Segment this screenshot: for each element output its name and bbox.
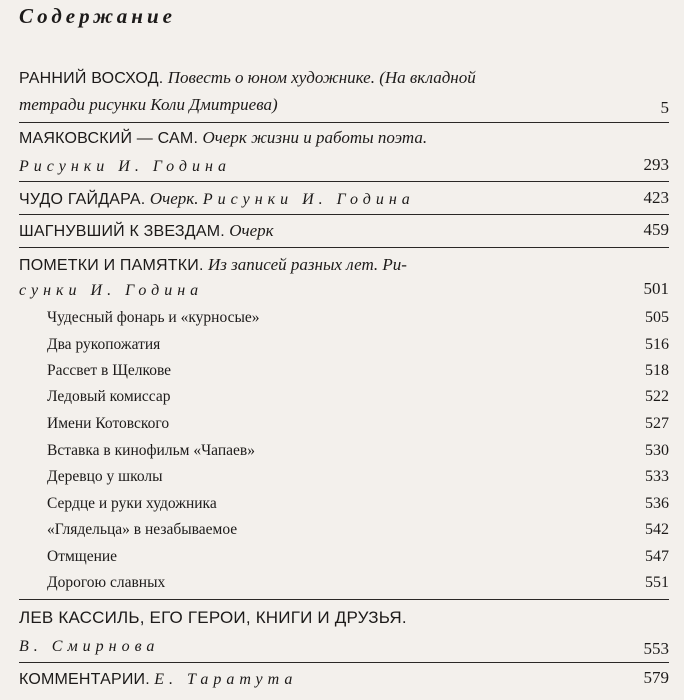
page-number: 293 bbox=[643, 155, 669, 174]
subentry-title: Сердце и руки художника bbox=[47, 495, 217, 512]
entry-title: РАННИЙ ВОСХОД. bbox=[19, 70, 164, 87]
page-number: 423 bbox=[643, 188, 669, 207]
subentry-title: Два рукопожатия bbox=[47, 336, 161, 353]
subentry-title: Деревцо у школы bbox=[47, 468, 163, 485]
toc-subentry bbox=[47, 335, 669, 355]
toc-entry-continuation bbox=[19, 93, 669, 115]
page-number: 505 bbox=[645, 309, 669, 326]
entry-title: ЧУДО ГАЙДАРА. bbox=[19, 191, 146, 208]
toc-entry-pometki bbox=[19, 253, 669, 275]
page-number: 547 bbox=[645, 548, 669, 565]
entry-subtitle: Очерк. bbox=[149, 189, 199, 208]
page-number: 579 bbox=[643, 668, 669, 687]
entry-subtitle: Повесть о юном художнике. (На вкладной bbox=[167, 68, 476, 87]
toc-subentry bbox=[47, 520, 669, 540]
toc-entry-continuation bbox=[19, 634, 669, 656]
subentry-title: Чудесный фонарь и «курносые» bbox=[47, 309, 260, 326]
entry-author: Е. Таратута bbox=[154, 671, 298, 688]
toc-subentry bbox=[47, 547, 669, 567]
divider bbox=[19, 247, 669, 248]
toc-subentry bbox=[47, 414, 669, 434]
page-number: 518 bbox=[645, 362, 669, 379]
subentry-title: «Глядельца» в незабываемое bbox=[47, 521, 238, 538]
entry-title: КОММЕНТАРИИ. bbox=[19, 671, 150, 688]
entry-subtitle-cont: тетради рисунки Коли Дмитриева) bbox=[19, 95, 278, 114]
toc-entry-continuation bbox=[19, 278, 669, 300]
entry-illustrator: Рисунки И. Година bbox=[202, 191, 415, 208]
divider bbox=[19, 599, 669, 600]
subentry-title: Ледовый комиссар bbox=[47, 388, 171, 405]
toc-entry-shagnuvshiy bbox=[19, 219, 669, 241]
page-number: 551 bbox=[645, 574, 669, 591]
subentry-title: Рассвет в Щелкове bbox=[47, 362, 172, 379]
page-number: 536 bbox=[645, 495, 669, 512]
entry-title: ШАГНУВШИЙ К ЗВЕЗДАМ. bbox=[19, 223, 225, 240]
entry-author: В. Смирнова bbox=[19, 638, 160, 655]
entry-illustrator: сунки И. Година bbox=[19, 282, 204, 299]
entry-subtitle: Очерк bbox=[229, 221, 274, 240]
page-number: 553 bbox=[643, 639, 669, 656]
toc-entry-ranniy-voskhod bbox=[19, 66, 669, 88]
entry-illustrator: Рисунки И. Година bbox=[19, 158, 231, 175]
subentry-title: Имени Котовского bbox=[47, 415, 170, 432]
page-number: 533 bbox=[645, 468, 669, 485]
entry-title: ПОМЕТКИ И ПАМЯТКИ. bbox=[19, 257, 204, 274]
page-number: 5 bbox=[660, 98, 669, 115]
page-title: Содержание bbox=[19, 4, 176, 28]
divider bbox=[19, 181, 669, 182]
divider bbox=[19, 662, 669, 663]
toc-subentry bbox=[47, 387, 669, 407]
entry-subtitle: Из записей разных лет. Ри- bbox=[208, 255, 407, 274]
entry-subtitle: Очерк жизни и работы поэта. bbox=[202, 128, 428, 147]
toc-subentry bbox=[47, 573, 669, 593]
subentry-title: Отмщение bbox=[47, 548, 118, 565]
page-number: 530 bbox=[645, 442, 669, 459]
entry-title: ЛЕВ КАССИЛЬ, ЕГО ГЕРОИ, КНИГИ И ДРУЗЬЯ. bbox=[19, 608, 407, 627]
toc-subentry bbox=[47, 308, 669, 328]
page-number: 501 bbox=[643, 279, 669, 298]
page-number: 459 bbox=[643, 220, 669, 239]
toc-subentry bbox=[47, 494, 669, 514]
toc-subentry bbox=[47, 441, 669, 461]
toc-subentry bbox=[47, 467, 669, 487]
entry-title: МАЯКОВСКИЙ — САМ. bbox=[19, 130, 199, 147]
toc-entry-continuation bbox=[19, 154, 669, 176]
page-number: 522 bbox=[645, 388, 669, 405]
subentry-title: Вставка в кинофильм «Чапаев» bbox=[47, 442, 255, 459]
page-number: 527 bbox=[645, 415, 669, 432]
page-number: 516 bbox=[645, 336, 669, 353]
toc-entry-lev-kassil bbox=[19, 606, 669, 628]
toc-subentry bbox=[47, 361, 669, 381]
toc-entry-mayakovsky bbox=[19, 126, 669, 148]
toc-entry-chudo-gaidara bbox=[19, 187, 669, 209]
divider bbox=[19, 214, 669, 215]
divider bbox=[19, 122, 669, 123]
toc-entry-kommentarii bbox=[19, 667, 669, 689]
page-number: 542 bbox=[645, 521, 669, 538]
subentry-title: Дорогою славных bbox=[47, 574, 166, 591]
